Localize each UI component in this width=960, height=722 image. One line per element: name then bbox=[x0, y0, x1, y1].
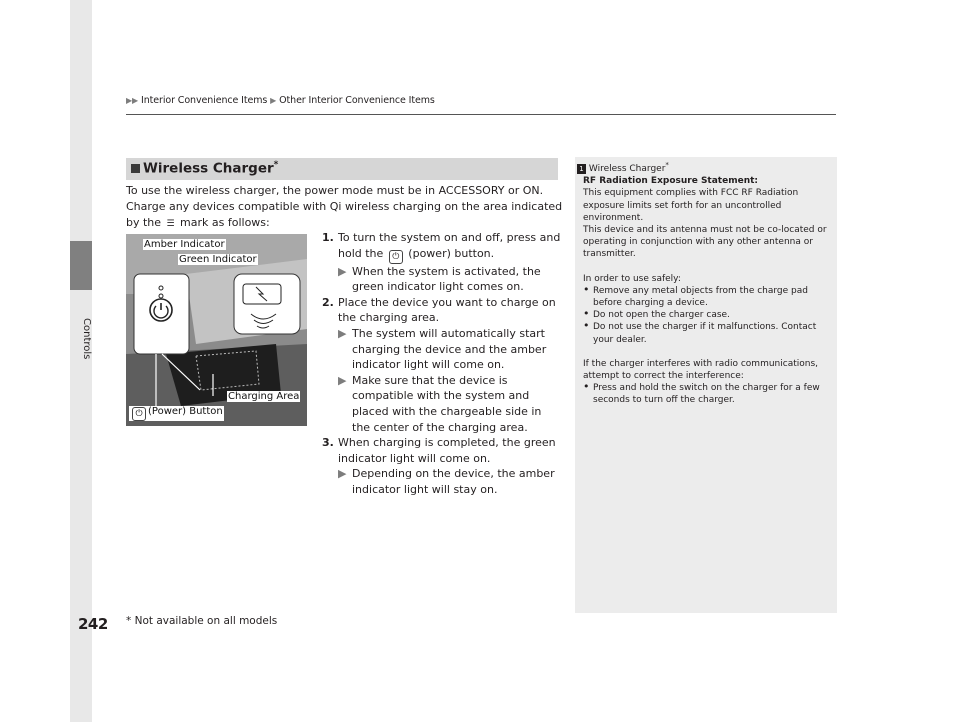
step-note-text: Make sure that the device is compatible with the system and placed with the chargeable side in the center of the charging area. bbox=[352, 373, 542, 434]
step-2 bbox=[322, 295, 562, 326]
charger-figure bbox=[126, 234, 307, 426]
page-number: 242 bbox=[78, 615, 108, 633]
sidebar-note bbox=[575, 157, 837, 613]
power-icon: ⏻ bbox=[132, 407, 146, 421]
step-text: Place the device you want to charge on the charging area. bbox=[338, 295, 556, 325]
power-button-text: (Power) Button bbox=[148, 406, 223, 417]
interference-intro: If the charger interferes with radio communications, attempt to correct the interference: bbox=[583, 358, 819, 382]
safety-intro: In order to use safely: bbox=[583, 273, 681, 284]
note-ref-icon: 1 bbox=[577, 164, 586, 174]
note-heading-text[interactable]: Wireless Charger bbox=[588, 164, 666, 174]
chevron-right-icon: ▶▶ bbox=[126, 96, 139, 105]
step-note-text: When the system is activated, the green indicator light comes on. bbox=[352, 264, 541, 294]
chevron-right-icon: ▶ bbox=[338, 373, 347, 387]
note-heading bbox=[577, 159, 833, 175]
step-3 bbox=[322, 435, 562, 466]
footnote-star: * bbox=[665, 161, 669, 169]
footnote: * Not available on all models bbox=[126, 615, 278, 627]
steps-list bbox=[322, 230, 562, 498]
breadcrumb-item[interactable]: Interior Convenience Items bbox=[141, 95, 268, 106]
step-note bbox=[322, 264, 562, 295]
intro-paragraph bbox=[126, 183, 566, 232]
step-number: 3. bbox=[322, 436, 334, 450]
chevron-right-icon: ▶ bbox=[338, 264, 347, 278]
intro-text-end: mark as follows: bbox=[180, 216, 270, 229]
step-text: When charging is completed, the green indicator light will come on. bbox=[338, 436, 556, 465]
power-icon: ⏻ bbox=[389, 250, 403, 264]
green-indicator-label: Green Indicator bbox=[179, 254, 257, 265]
step-note-text: Depending on the device, the amber indicator light will stay on. bbox=[352, 467, 555, 496]
section-heading bbox=[126, 158, 558, 180]
chevron-right-icon: ▶ bbox=[270, 96, 277, 105]
step-note bbox=[322, 326, 562, 373]
safety-item: • Do not use the charger if it malfunctions. Contact your dealer. bbox=[583, 321, 833, 345]
step-note bbox=[322, 466, 562, 497]
breadcrumb-item[interactable]: Other Interior Convenience Items bbox=[279, 95, 435, 106]
header-divider bbox=[126, 114, 836, 115]
rf-paragraph-1: This equipment complies with FCC RF Radiation exposure limits set forth for an uncontrolled environment. bbox=[583, 188, 799, 223]
breadcrumb bbox=[126, 95, 435, 106]
square-bullet-icon bbox=[131, 164, 140, 173]
amber-indicator-label: Amber Indicator bbox=[144, 239, 225, 250]
step-note-text: The system will automatically start charging the device and the amber indicator light will come on. bbox=[352, 326, 547, 372]
chevron-right-icon: ▶ bbox=[338, 326, 347, 340]
step-1 bbox=[322, 230, 562, 264]
footnote-star[interactable]: * bbox=[273, 160, 279, 170]
section-title: Wireless Charger bbox=[143, 160, 274, 177]
power-button-label bbox=[129, 406, 224, 421]
interference-item: • Press and hold the switch on the charger for a few seconds to turn off the charger. bbox=[583, 382, 833, 406]
safety-item: • Do not open the charger case. bbox=[583, 309, 833, 321]
rf-paragraph-2: This device and its antenna must not be co-located or operating in conjunction with any other antenna or transmitter. bbox=[583, 225, 827, 260]
chapter-tab bbox=[70, 241, 92, 290]
chevron-right-icon: ▶ bbox=[338, 467, 347, 481]
step-number: 1. bbox=[322, 231, 334, 244]
safety-item: • Remove any metal objects from the charge pad before charging a device. bbox=[583, 285, 833, 309]
rf-title: RF Radiation Exposure Statement: bbox=[583, 176, 758, 187]
wireless-charge-icon: ☰ bbox=[166, 219, 175, 229]
chapter-label: Controls bbox=[81, 318, 92, 360]
step-text: To turn the system on and off, press and hold the bbox=[338, 231, 561, 260]
step-note bbox=[322, 373, 562, 435]
step-text-end: (power) button. bbox=[408, 246, 495, 260]
step-number: 2. bbox=[322, 295, 334, 309]
charging-area-label: Charging Area bbox=[228, 391, 300, 402]
intro-text: To use the wireless charger, the power mode must be in ACCESSORY or ON. Charge any devices compatible with Qi wireless charging on the area indicated by the bbox=[126, 184, 563, 229]
